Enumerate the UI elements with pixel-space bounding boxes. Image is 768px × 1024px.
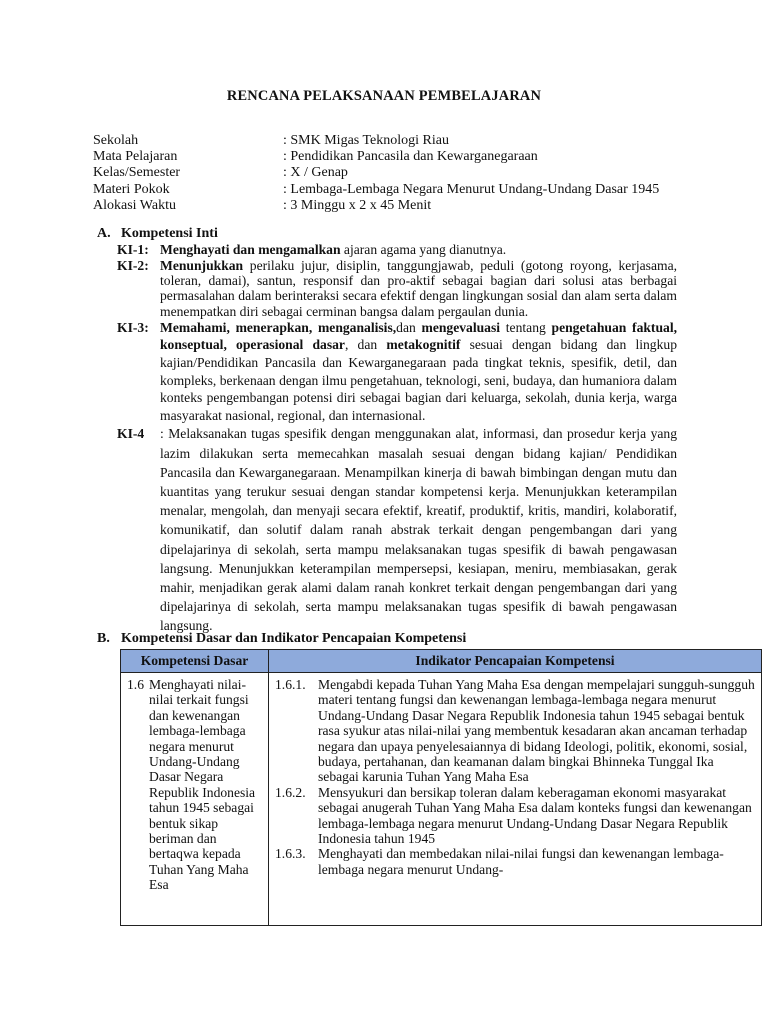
section-title: Kompetensi Inti [121,226,218,241]
info-value: : SMK Migas Teknologi Riau [283,133,449,148]
info-row-mata-pelajaran [93,149,659,165]
info-row-alokasi-waktu [93,198,659,214]
ki-4 [117,424,677,635]
ki-text [160,258,677,319]
section-b-heading [97,631,466,647]
indicator-number: 1.6.1. [275,677,306,692]
indicator-item [275,846,755,877]
section-a-heading [97,226,677,242]
header-indikator: Indikator Pencapaian Kompetensi [269,650,762,673]
ki-text: : Melaksanakan tugas spesifik dengan menggunakan alat, informasi, dan prosedur kerja yang lazim dilakukan serta memecahkan masalah sesuai dengan bidang kajian/ Pendidikan Pancasila dan Kewarganegaraan. Menampilkan kinerja di bawah bimbingan dengan mutu dan kuantitas yang terukur sesuai dengan standar kompetensi kerja. Menunjukkan keterampilan menalar, mengolah, dan menyaji secara efektif, kreatif, produktif, kritis, mandiri, kolaboratif, komunikatif, dan solutif dalam ranah abstrak terkait dengan pengembangan dari yang dipelajarinya di sekolah, serta mampu melaksanakan tugas spesifik di bawah pengawasan langsung. Menunjukkan keterampilan mempersepsi, kesiapan, meniru, membiasakan, gerak mahir, menjadikan gerak alami dalam ranah konkret terkait dengan pengembangan dari yang dipelajarinya di sekolah, serta mampu melaksanakan tugas spesifik di bawah pengawasan langsung. [160,426,677,634]
indicator-item [275,785,755,847]
ki-text [160,242,677,258]
section-title: Kompetensi Dasar dan Indikator Pencapaian Kompetensi [121,631,467,646]
indicator-cell [269,673,762,926]
info-row-sekolah [93,133,659,149]
indicator-item [275,677,755,785]
section-letter: A. [97,226,111,241]
document-title: RENCANA PELAKSANAAN PEMBELAJARAN [226,88,542,104]
ki-bold: Menunjukkan [160,258,244,273]
ki-bold: mengevaluasi [421,319,501,335]
ki-bold: Menghayati dan mengamalkan [160,242,341,257]
kompetensi-table [120,649,762,926]
info-value: : X / Genap [283,165,348,181]
ki-label: KI-1: [117,242,149,257]
ki-2 [117,258,677,319]
info-label: Materi Pokok [93,181,170,197]
ki-bold: Memahami, menerapkan, menganalisis, [160,319,397,335]
info-row-kelas-semester [93,165,659,181]
indicator-text: Mengabdi kepada Tuhan Yang Maha Esa dengan mempelajari sungguh-sungguh materi tentang fungsi dan kewenangan lembaga-lembaga negara menurut Undang-Undang Dasar Negara Republik Indonesia tahun 1945 sebagai bentuk rasa syukur atas nilai-nilai yang membentuk kesadaran akan ancaman terhadap negara dan upaya penyelesaiannya di bidang Ideologi, politik, ekonomi, sosial, budaya, pertahanan, dan keamanan dalam bingkai Bhinneka Tunggal Ika sebagai karunia Tuhan Yang Maha Esa [318,677,755,785]
section-letter: B. [97,631,110,646]
kd-cell [121,673,269,926]
kd-item [127,677,262,893]
table-row [121,673,762,926]
ki-bold: pengetahuan faktual, konseptual, operasional dasar [160,319,677,353]
ki-plain: tentang [500,319,552,335]
indicator-text: Menghayati dan membedakan nilai-nilai fungsi dan kewenangan lembaga-lembaga negara menurut Undang- [318,846,724,877]
ki-1 [117,242,677,258]
info-block [93,133,659,214]
info-label: Alokasi Waktu [93,197,176,213]
info-value: : Lembaga-Lembaga Negara Menurut Undang-Undang Dasar 1945 [283,181,660,197]
table-header-row [121,650,762,673]
info-label: Mata Pelajaran [93,149,178,165]
ki-plain: dan [396,319,422,335]
ki-label: KI-3: [117,319,149,335]
indicator-number: 1.6.3. [275,846,306,862]
ki-label: KI-2: [117,258,149,273]
ki-plain: ajaran agama yang dianutnya. [340,242,507,257]
kd-text: Menghayati nilai-nilai terkait fungsi dan kewenangan lembaga-lembaga negara menurut Undang-Undang Dasar Negara Republik Indonesia tahun 1945 sebagai bentuk sikap beriman dan bertaqwa kepada Tuhan Yang Maha Esa [149,677,256,893]
info-value: : 3 Minggu x 2 x 45 Menit [283,197,432,213]
header-kompetensi-dasar: Kompetensi Dasar [121,650,269,673]
info-value: : Pendidikan Pancasila dan Kewarganegaraan [283,149,538,165]
ki-plain: , dan [344,337,387,353]
ki-label: KI-4 [117,426,145,442]
ki-plain: perilaku jujur, disiplin, tanggungjawab, peduli (gotong royong, kerjasama, toleran, damai), santun, responsif dan pro-aktif sebagai bagian dari solusi atas berbagai permasalahan dalam berinteraksi secara efektif dengan lingkungan sosial dan alam serta dalam menempatkan diri sebagai cerminan bangsa dalam pergaulan dunia. [160,258,677,319]
section-kompetensi-inti [97,226,677,636]
info-label: Kelas/Semester [93,165,181,181]
ki-plain: sesuai dengan bidang dan lingkup kajian/Pendidikan Pancasila dan Kewarganegaraan pada tingkat teknis, spesifik, detil, dan kompleks, berkenaan dengan ilmu pengetahuan, teknologi, seni, budaya, dan humaniora dalam konteks pengembangan potensi diri sebagai bagian dari keluarga, sekolah, dunia kerja, warga masyarakat nasional, regional, dan internasional. [160,337,677,423]
ki-3 [117,319,677,425]
indicator-number: 1.6.2. [275,784,306,800]
kd-number: 1.6 [127,677,144,692]
ki-text [160,319,677,425]
info-row-materi-pokok [93,182,659,198]
ki-bold: metakognitif [386,337,461,353]
indicator-text: Mensyukuri dan bersikap toleran dalam keberagaman ekonomi masyarakat sebagai anugerah Tuhan Yang Maha Esa dalam konteks fungsi dan kewenangan lembaga-lembaga negara menurut Undang-Undang Dasar Negara Republik Indonesia tahun 1945 [318,784,752,847]
info-label: Sekolah [93,133,139,148]
